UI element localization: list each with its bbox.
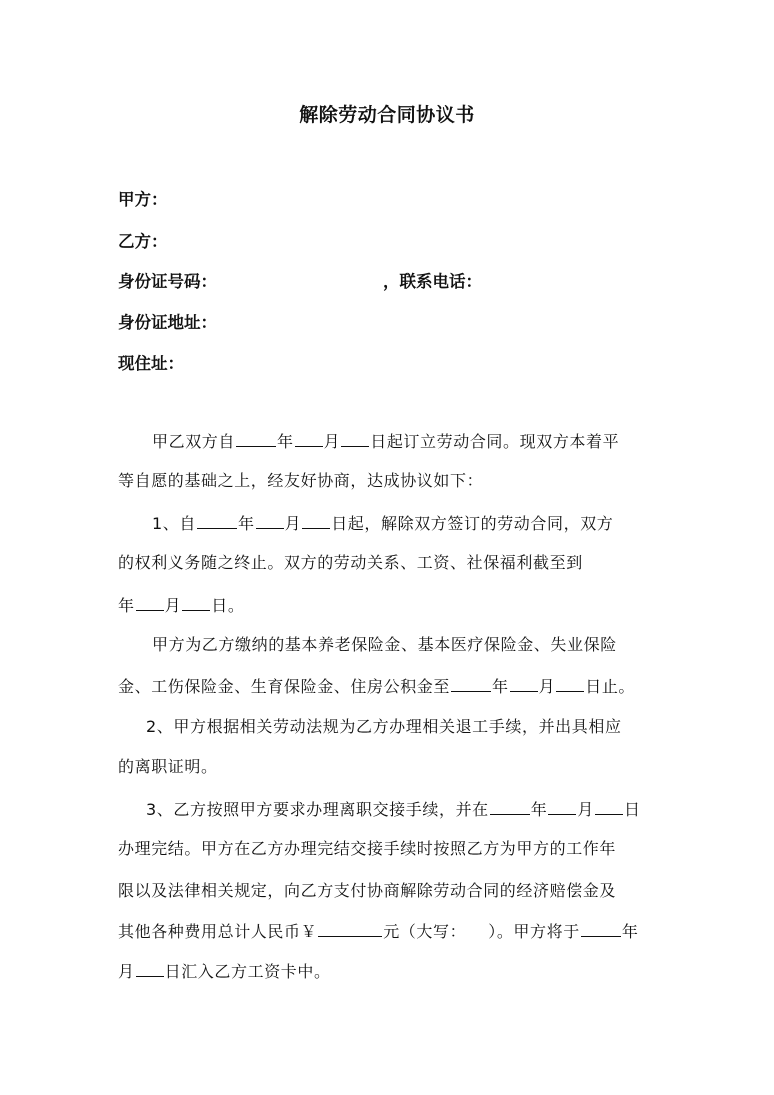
text-seg: 日起，解除双方签订的劳动合同，双方 [331, 514, 614, 533]
blank-day [595, 798, 623, 815]
body-line-8: 2、甲方根据相关劳动法规为乙方办理相关退工手续，并出具相应 [146, 717, 622, 736]
text-seg: 元（大写： [383, 922, 467, 941]
blank-amount [318, 920, 382, 937]
party-a-label: 甲方： [118, 190, 168, 209]
text-seg: 金、工伤保险金、生育保险金、住房公积金至 [118, 677, 451, 696]
blank-day [182, 594, 210, 611]
body-line-13 [118, 920, 658, 943]
text-seg: 年 [492, 677, 509, 696]
text-seg: 年 [277, 432, 294, 451]
text-seg: 甲乙双方自 [152, 432, 236, 451]
text-seg: 月 [284, 514, 302, 533]
text-seg: 3、乙方按照甲方要求办理离职交接手续，并在 [146, 800, 489, 819]
text-seg: 月 [323, 432, 341, 451]
blank-year [490, 798, 530, 815]
body-line-10 [118, 798, 686, 821]
body-line-11: 办理完结。甲方在乙方办理完结交接手续时按照乙方为甲方的工作年 [118, 839, 617, 858]
text-seg: 其他各种费用总计人民币￥ [118, 922, 318, 941]
id-number-row [118, 268, 482, 292]
id-address-label: 身份证地址： [118, 313, 217, 332]
body-line-6: 甲方为乙方缴纳的基本养老保险金、基本医疗保险金、失业保险 [152, 635, 617, 654]
text-seg: 年 [118, 596, 135, 615]
blank-day [302, 512, 330, 529]
blank-day [341, 430, 369, 447]
current-address-label: 现住址： [118, 354, 184, 373]
phone-label: ，联系电话： [383, 272, 482, 291]
body-line-4: 的权利义务随之终止。双方的劳动关系、工资、社保福利截至到 [118, 553, 583, 572]
blank-day [136, 960, 164, 977]
blank-year [581, 920, 621, 937]
blank-month [548, 798, 576, 815]
party-b-label: 乙方： [118, 232, 168, 251]
text-seg: 日起订立劳动合同。现双方本着平 [370, 432, 620, 451]
body-line-7 [118, 675, 658, 698]
text-seg: 日止。 [585, 677, 636, 696]
text-seg: 月 [577, 800, 594, 819]
body-line-12: 限以及法律相关规定，向乙方支付协商解除劳动合同的经济赔偿金及 [118, 881, 617, 900]
blank-month [295, 430, 323, 447]
text-seg: 年 [621, 922, 639, 941]
blank-month [510, 675, 538, 692]
text-seg: 月 [538, 677, 556, 696]
text-seg: 日。 [211, 596, 245, 615]
blank-day [556, 675, 584, 692]
blank-year [236, 430, 276, 447]
blank-year [197, 512, 237, 529]
body-line-1 [118, 430, 692, 453]
body-line-3 [118, 512, 692, 535]
blank-month [256, 512, 284, 529]
text-seg: 日汇入乙方工资卡中。 [164, 962, 331, 981]
text-seg: 年 [237, 514, 255, 533]
body-line-9: 的离职证明。 [118, 757, 218, 776]
body-line-2: 等自愿的基础之上，经友好协商，达成协议如下： [118, 471, 484, 490]
id-number-label: 身份证号码： [118, 272, 217, 291]
blank-year [451, 675, 491, 692]
text-seg: 日 [624, 800, 641, 819]
text-seg: 1、自 [152, 514, 196, 533]
text-seg: 月 [164, 596, 182, 615]
text-seg: 年 [530, 800, 548, 819]
body-line-14 [118, 960, 658, 983]
blank-month [136, 594, 164, 611]
text-seg: ）。甲方将于 [488, 922, 580, 941]
body-line-5 [118, 594, 658, 617]
text-seg: 月 [118, 962, 135, 981]
document-title: 解除劳动合同协议书 [299, 104, 475, 126]
